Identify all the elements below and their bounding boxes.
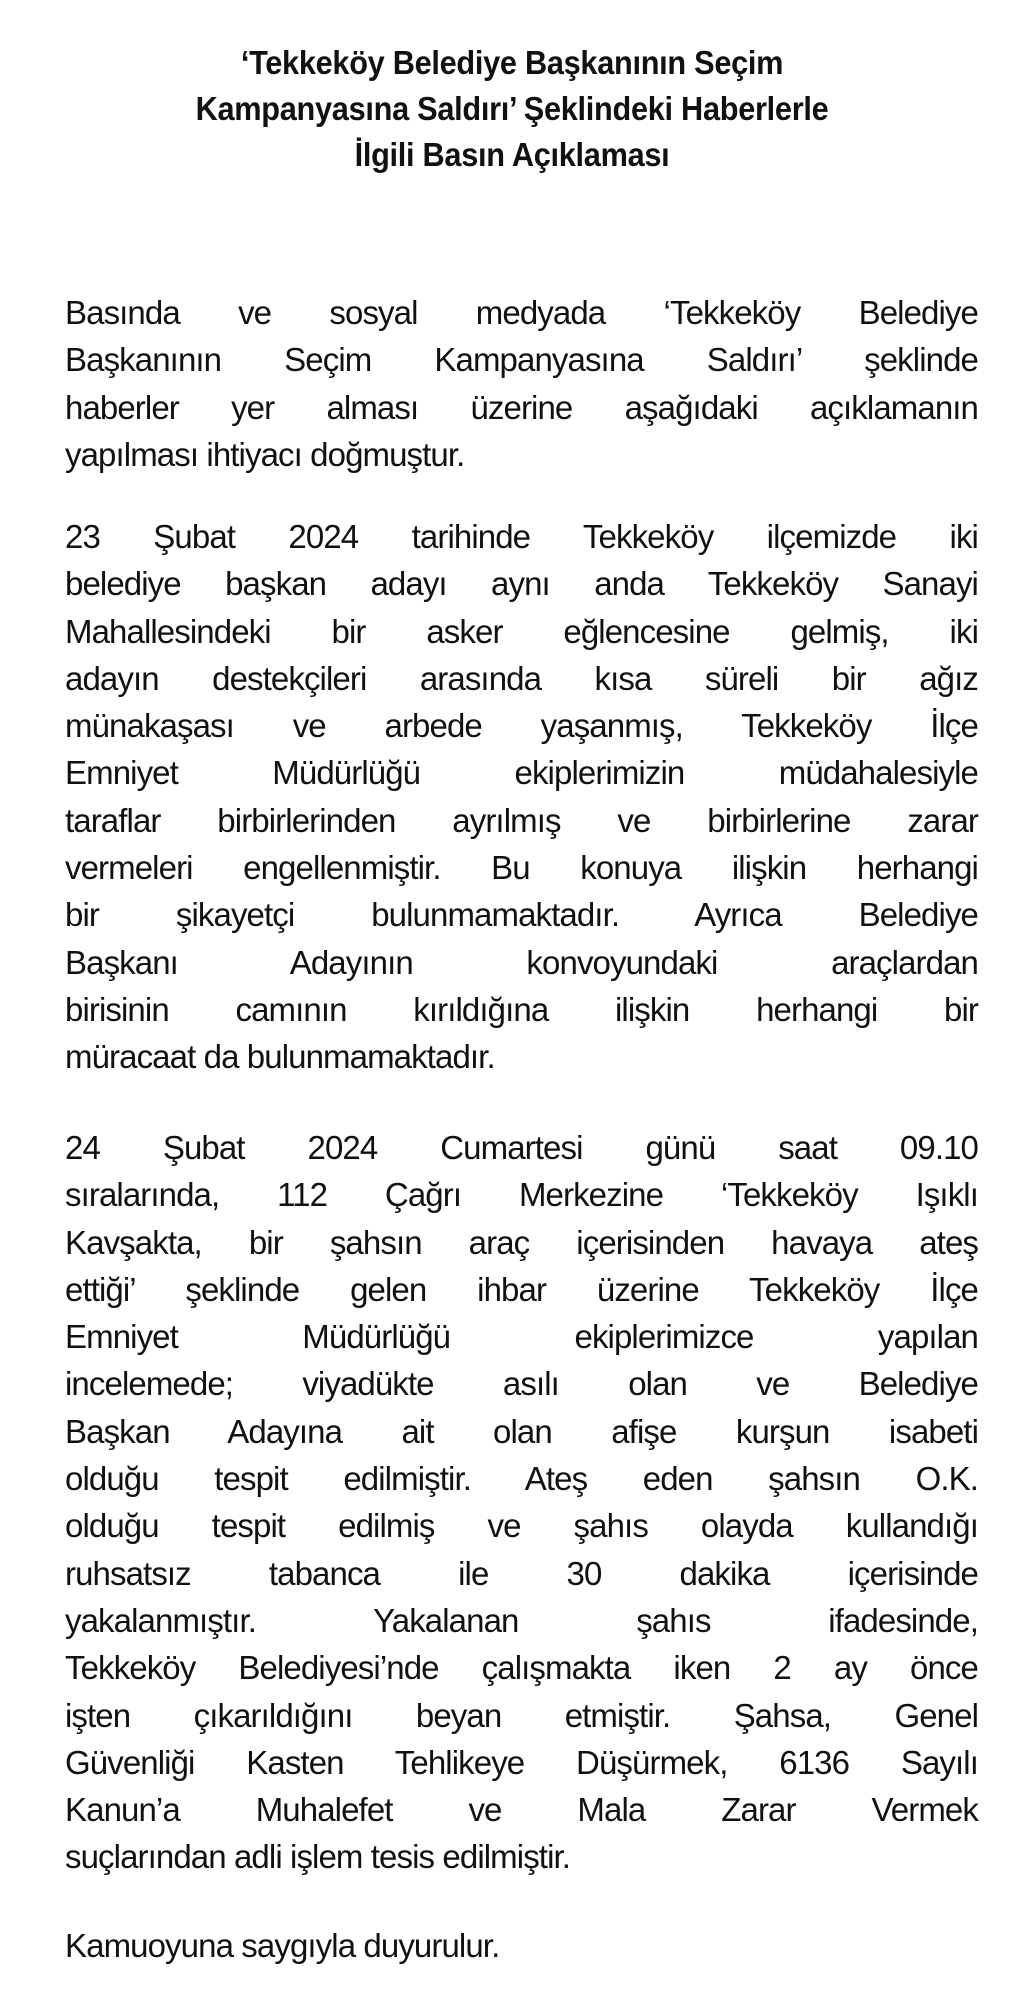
text-line: 24 Şubat 2024 Cumartesi günü saat 09.10 — [65, 1129, 978, 1166]
title-line: ‘Tekkeköy Belediye Başkanının Seçim — [240, 44, 784, 81]
text-line: Tekkeköy Belediyesi’nde çalışmakta iken 2 ay önce — [65, 1649, 978, 1687]
text-line: 23 Şubat 2024 tarihinde Tekkeköy ilçemizde iki — [65, 518, 978, 555]
text-line: sıralarında, 112 Çağrı Merkezine ‘Tekkeköy Işıklı — [65, 1176, 978, 1214]
text-line: olduğu tespit edilmiştir. Ateş eden şahsın O.K. — [65, 1460, 978, 1498]
paragraph-intro — [65, 289, 978, 478]
paragraph-feb-23 — [65, 513, 978, 1081]
text-line: suçlarından adli işlem tesis edilmiştir. — [65, 1838, 571, 1876]
text-line: işten çıkarıldığını beyan etmiştir. Şahsa, Genel — [65, 1696, 978, 1734]
text-line: münakaşası ve arbede yaşanmış, Tekkeköy İlçe — [65, 707, 978, 745]
text-line: incelemede; viyadükte asılı olan ve Belediye — [65, 1365, 978, 1403]
title-line: Kampanyasına Saldırı’ Şeklindeki Haberlerle — [195, 90, 829, 127]
text-line: Başkan Adayına ait olan afişe kurşun isabeti — [65, 1412, 978, 1450]
text-line: Güvenliği Kasten Tehlikeye Düşürmek, 6136 Sayılı — [65, 1743, 978, 1781]
text-line: adayın destekçileri arasında kısa süreli bir ağız — [65, 659, 978, 697]
text-line: Kanun’a Muhalefet ve Mala Zarar Vermek — [65, 1791, 978, 1829]
text-line: ettiği’ şeklinde gelen ihbar üzerine Tekkeköy İlçe — [65, 1270, 978, 1308]
text-line: Başkanı Adayının konvoyundaki araçlardan — [65, 943, 978, 981]
text-line: Mahallesindeki bir asker eğlencesine gelmiş, iki — [65, 612, 978, 650]
text-line: Kamuoyuna saygıyla duyurulur. — [65, 1927, 500, 1964]
text-line: birisinin camının kırıldığına ilişkin herhangi bir — [65, 990, 978, 1028]
text-line: Emniyet Müdürlüğü ekiplerimizin müdahalesiyle — [65, 754, 978, 792]
text-line: müracaat da bulunmamaktadır. — [65, 1038, 495, 1076]
text-line: ruhsatsız tabanca ile 30 dakika içerisinde — [65, 1554, 978, 1592]
text-line: yapılması ihtiyacı doğmuştur. — [65, 435, 465, 473]
text-line: bir şikayetçi bulunmamaktadır. Ayrıca Belediye — [65, 896, 978, 934]
paragraph-feb-24 — [65, 1124, 978, 1881]
text-line: Başkanının Seçim Kampanyasına Saldırı’ şeklinde — [65, 341, 978, 379]
text-line: Emniyet Müdürlüğü ekiplerimizce yapılan — [65, 1318, 978, 1356]
text-line: belediye başkan adayı aynı anda Tekkeköy Sanayi — [65, 565, 978, 603]
paragraph-closing — [65, 1922, 978, 1969]
press-release-title — [0, 40, 1024, 178]
text-line: Basında ve sosyal medyada ‘Tekkeköy Belediye — [65, 294, 978, 331]
text-line: taraflar birbirlerinden ayrılmış ve birbirlerine zarar — [65, 801, 978, 839]
text-line: haberler yer alması üzerine aşağıdaki açıklamanın — [65, 388, 978, 426]
text-line: olduğu tespit edilmiş ve şahıs olayda kullandığı — [65, 1507, 978, 1545]
text-line: yakalanmıştır. Yakalanan şahıs ifadesinde, — [65, 1601, 978, 1639]
text-line: Kavşakta, bir şahsın araç içerisinden havaya ateş — [65, 1223, 978, 1261]
text-line: vermeleri engellenmiştir. Bu konuya ilişkin herhangi — [65, 849, 978, 887]
title-line: İlgili Basın Açıklaması — [354, 136, 670, 173]
